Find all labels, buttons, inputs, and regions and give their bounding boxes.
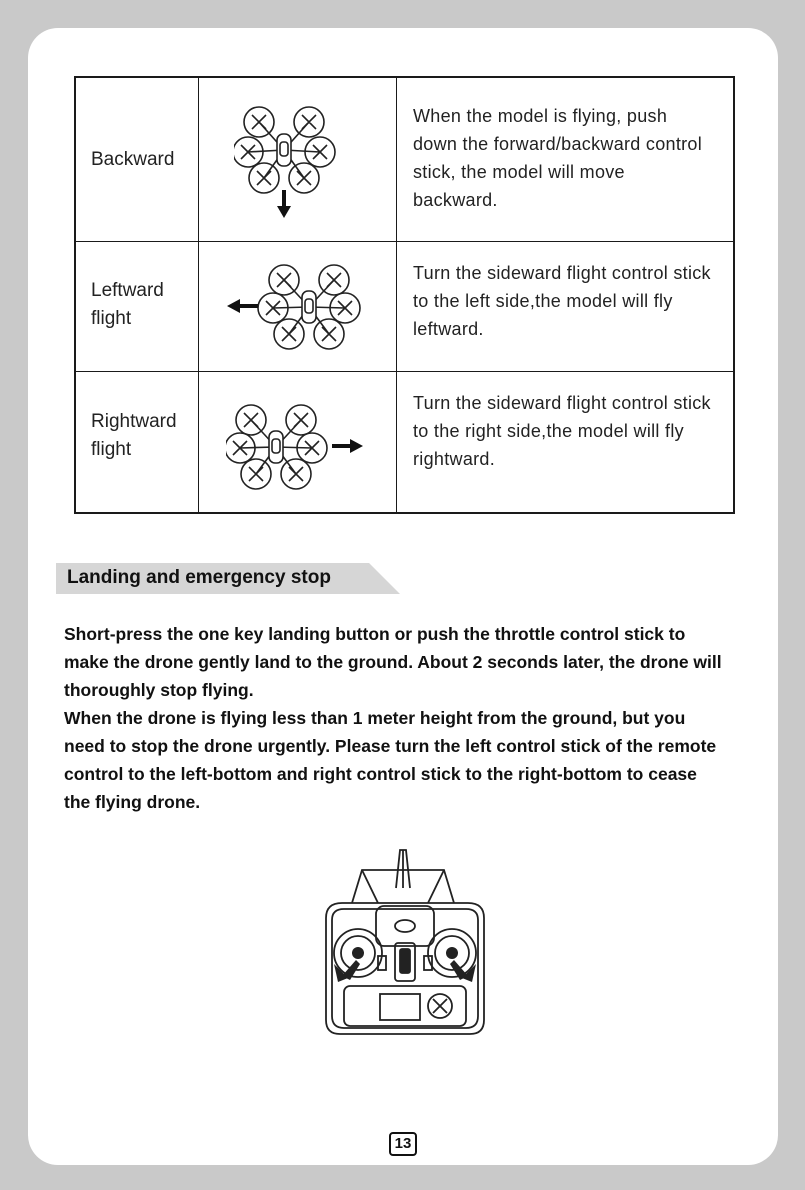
table-row (76, 241, 733, 371)
page-number: 13 (389, 1132, 417, 1156)
drone-with-left-arrow-icon (224, 260, 364, 356)
flight-direction-table (74, 76, 735, 514)
section-body (64, 620, 724, 816)
row-label: Backward (91, 149, 175, 170)
paragraph: When the drone is flying less than 1 meter height from the ground, but you need to stop the drone urgently. Please turn the left control stick of the remote control to the left-bottom and right control stick to the right-bottom to cease the flying drone. (64, 708, 717, 812)
section-title: Landing and emergency stop (67, 567, 331, 588)
drone-with-right-arrow-icon (226, 400, 366, 496)
row-description: Turn the sideward flight control stick to the right side,the model will fly rightward. (413, 393, 711, 469)
row-description: Turn the sideward flight control stick to the left side,the model will fly leftward. (413, 263, 711, 339)
paragraph: Short-press the one key landing button or push the throttle control stick to make the drone gently land to the ground. About 2 seconds later, the drone will thoroughly stop flying. (64, 624, 722, 700)
drone-with-down-arrow-icon (234, 100, 344, 225)
remote-controller-icon (320, 848, 490, 1038)
table-row (76, 78, 733, 241)
row-description: When the model is flying, push down the forward/backward control stick, the model will move backward. (413, 106, 703, 210)
row-label: Leftward flight (91, 280, 164, 329)
table-row (76, 371, 733, 512)
row-label: Rightward flight (91, 411, 177, 460)
